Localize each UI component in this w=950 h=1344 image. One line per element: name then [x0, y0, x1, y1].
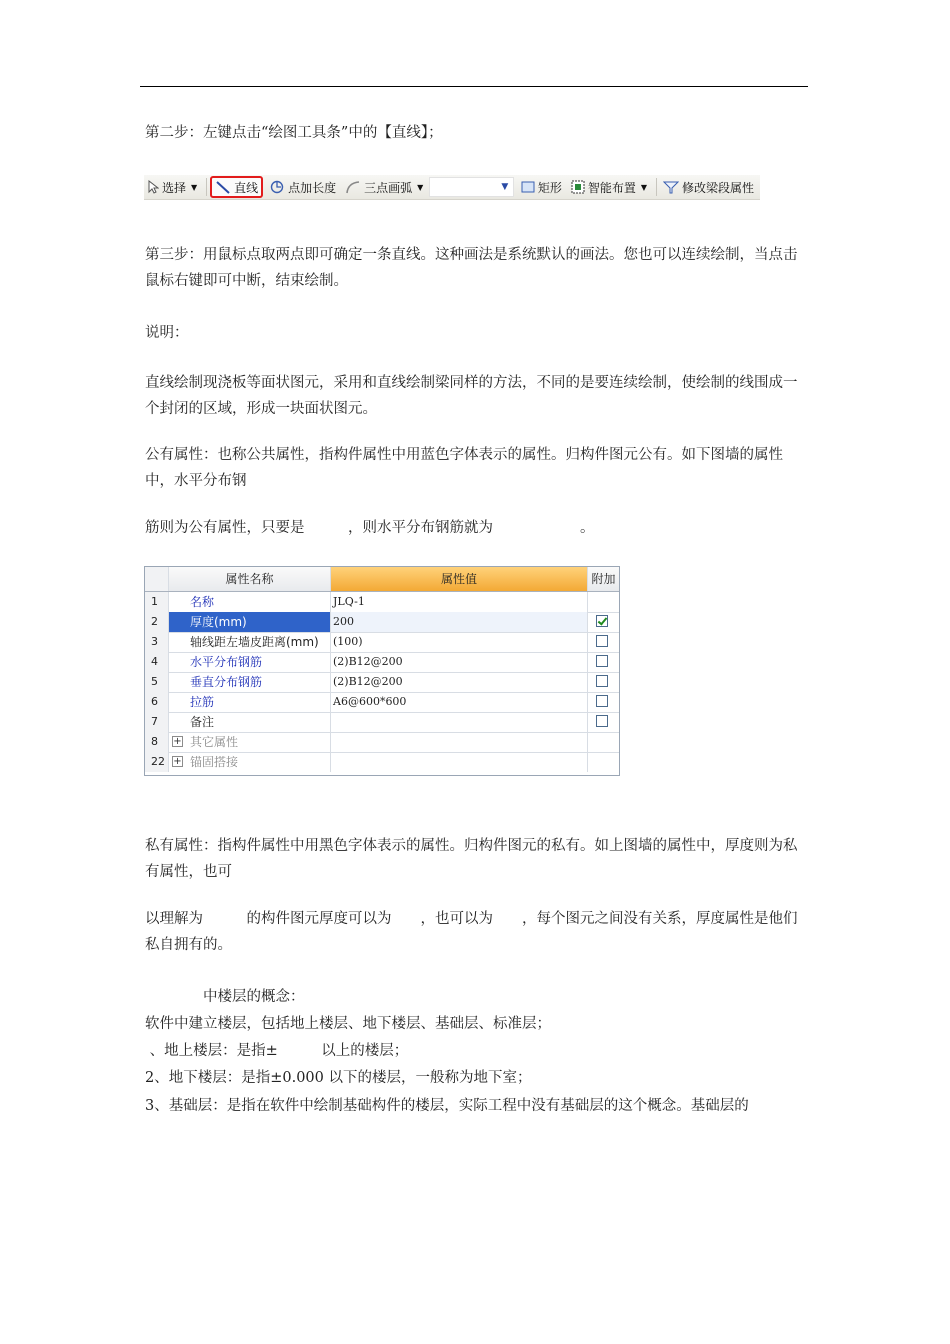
- public-attr-text: 公有属性：也称公共属性，指构件属性中用蓝色字体表示的属性。归构件图元公有。如下图墙的属性中，水平分布钢: [145, 447, 783, 489]
- row-num: 1: [145, 592, 169, 612]
- rectangle-icon: [521, 181, 535, 193]
- table-row[interactable]: [145, 672, 619, 693]
- row-extra: [588, 692, 619, 712]
- point-length-icon: [269, 180, 285, 194]
- row-extra: [588, 652, 619, 672]
- line-icon: [215, 180, 231, 194]
- row-name: [169, 752, 331, 772]
- cursor-icon: [147, 180, 159, 194]
- header-value: 属性值: [331, 567, 588, 591]
- rect-label: 矩形: [537, 180, 562, 195]
- row-value[interactable]: 200: [331, 612, 588, 632]
- row-name: 水平分布钢筋: [169, 652, 331, 672]
- modify-beam-tool[interactable]: [660, 176, 757, 198]
- row-value[interactable]: [331, 712, 588, 732]
- table-header: [145, 567, 619, 592]
- arc-icon: [345, 180, 361, 194]
- table-row[interactable]: [145, 612, 619, 633]
- row-value: [331, 752, 588, 772]
- row-extra: [588, 732, 619, 752]
- row-num: 5: [145, 672, 169, 692]
- expand-icon[interactable]: +: [173, 756, 182, 767]
- row-name: 厚度(mm): [169, 612, 331, 632]
- header-rule: [140, 86, 808, 87]
- step2-text: 第二步：左键点击“绘图工具条”中的【直线】；: [145, 125, 443, 141]
- chevron-down-icon: ▼: [191, 182, 198, 192]
- step3-text: 第三步：用鼠标点取两点即可确定一条直线。这种画法是系统默认的画法。您也可以连续绘制，当点击鼠标右键即可中断，结束绘制。: [145, 247, 798, 289]
- row-num: 3: [145, 632, 169, 652]
- select-tool[interactable]: [144, 176, 200, 198]
- line-tool[interactable]: [210, 176, 263, 198]
- row-name: 备注: [169, 712, 331, 732]
- separator: [206, 178, 207, 196]
- table-row[interactable]: [145, 752, 619, 772]
- row-value[interactable]: (100): [331, 632, 588, 652]
- row-value[interactable]: (2)B12@200: [331, 672, 588, 692]
- table-row[interactable]: [145, 692, 619, 713]
- row-num: 7: [145, 712, 169, 732]
- smart-layout-label: 智能布置: [587, 180, 636, 195]
- row-name: [169, 732, 331, 752]
- table-row[interactable]: [145, 592, 619, 613]
- private-attr-text: 私有属性：指构件属性中用黑色字体表示的属性。归构件图元的私有。如上图墙的属性中，厚度则为私有属性，也可: [145, 838, 798, 880]
- header-name: 属性名称: [169, 567, 331, 591]
- checkbox-checked[interactable]: [596, 615, 608, 627]
- group-label: 锚固搭接: [190, 755, 239, 769]
- row-name: 轴线距左墙皮距离(mm): [169, 632, 331, 652]
- table-row[interactable]: [145, 712, 619, 733]
- modify-beam-label: 修改梁段属性: [681, 180, 754, 195]
- row-value[interactable]: JLQ-1: [331, 592, 588, 612]
- floor-item-2: 2、地下楼层：是指±0.000 以下的楼层，一般称为地下室；: [145, 1070, 532, 1086]
- floor-title: 中楼层的概念：: [145, 989, 305, 1005]
- checkbox[interactable]: [596, 655, 608, 667]
- row-num: 4: [145, 652, 169, 672]
- row-value: [331, 732, 588, 752]
- row-extra: [588, 612, 619, 632]
- arc-combo[interactable]: [429, 177, 514, 197]
- group-label: 其它属性: [190, 735, 239, 749]
- header-extra: 附加: [591, 572, 616, 586]
- row-num: 6: [145, 692, 169, 712]
- smart-layout-icon: [571, 180, 585, 194]
- chevron-down-icon: ▼: [417, 182, 424, 192]
- row-extra: [588, 672, 619, 692]
- note-label: 说明：: [145, 325, 189, 341]
- floor-item-3: 3、基础层：是指在软件中绘制基础构件的楼层，实际工程中没有基础层的这个概念。基础层的: [145, 1098, 749, 1114]
- rect-tool[interactable]: [518, 176, 565, 198]
- row-extra: [588, 592, 619, 612]
- expand-icon[interactable]: +: [173, 736, 182, 747]
- row-name: 垂直分布钢筋: [169, 672, 331, 692]
- select-label: 选择: [162, 180, 187, 195]
- checkbox[interactable]: [596, 675, 608, 687]
- table-row[interactable]: [145, 652, 619, 673]
- dropdown-arrow-icon: ▼: [501, 182, 509, 192]
- floor-item-1: 、地上楼层：是指± 以上的楼层；: [145, 1043, 409, 1059]
- property-table: [144, 566, 620, 776]
- note-text: 直线绘制现浇板等面状图元，采用和直线绘制梁同样的方法，不同的是要连续绘制，使绘制的线围成一个封闭的区域，形成一块面状图元。: [145, 375, 798, 417]
- row-name: 名称: [169, 592, 331, 612]
- header-num: [145, 567, 169, 591]
- row-num: 2: [145, 612, 169, 632]
- row-num: 22: [145, 752, 169, 772]
- floor-intro: 软件中建立楼层，包括地上楼层、地下楼层、基础层、标准层；: [145, 1016, 551, 1032]
- row-num: 8: [145, 732, 169, 752]
- separator: [656, 178, 657, 196]
- row-name: 拉筋: [169, 692, 331, 712]
- private-attr-text-2: 以理解为 的构件图元厚度可以为 ，也可以为 ，每个图元之间没有关系，厚度属性是他们私自拥有的。: [145, 911, 798, 953]
- row-extra: [588, 632, 619, 652]
- row-extra: [588, 752, 619, 772]
- point-length-label: 点加长度: [288, 180, 337, 195]
- arc-tool[interactable]: [342, 176, 426, 198]
- point-length-tool[interactable]: [266, 176, 339, 198]
- row-value[interactable]: (2)B12@200: [331, 652, 588, 672]
- checkbox[interactable]: [596, 695, 608, 707]
- checkbox[interactable]: [596, 635, 608, 647]
- line-label: 直线: [234, 180, 259, 195]
- public-attr-text-2: 筋则为公有属性，只要是 ，则水平分布钢筋就为 。: [145, 520, 595, 536]
- drawing-toolbar: [144, 175, 760, 200]
- smart-layout-tool[interactable]: [568, 176, 650, 198]
- arc-label: 三点画弧: [364, 180, 413, 195]
- table-row[interactable]: [145, 632, 619, 653]
- row-value[interactable]: A6@600*600: [331, 692, 588, 712]
- table-row[interactable]: [145, 732, 619, 753]
- row-extra: [588, 712, 619, 732]
- checkbox[interactable]: [596, 715, 608, 727]
- funnel-icon: [663, 180, 679, 194]
- chevron-down-icon: ▼: [640, 182, 648, 192]
